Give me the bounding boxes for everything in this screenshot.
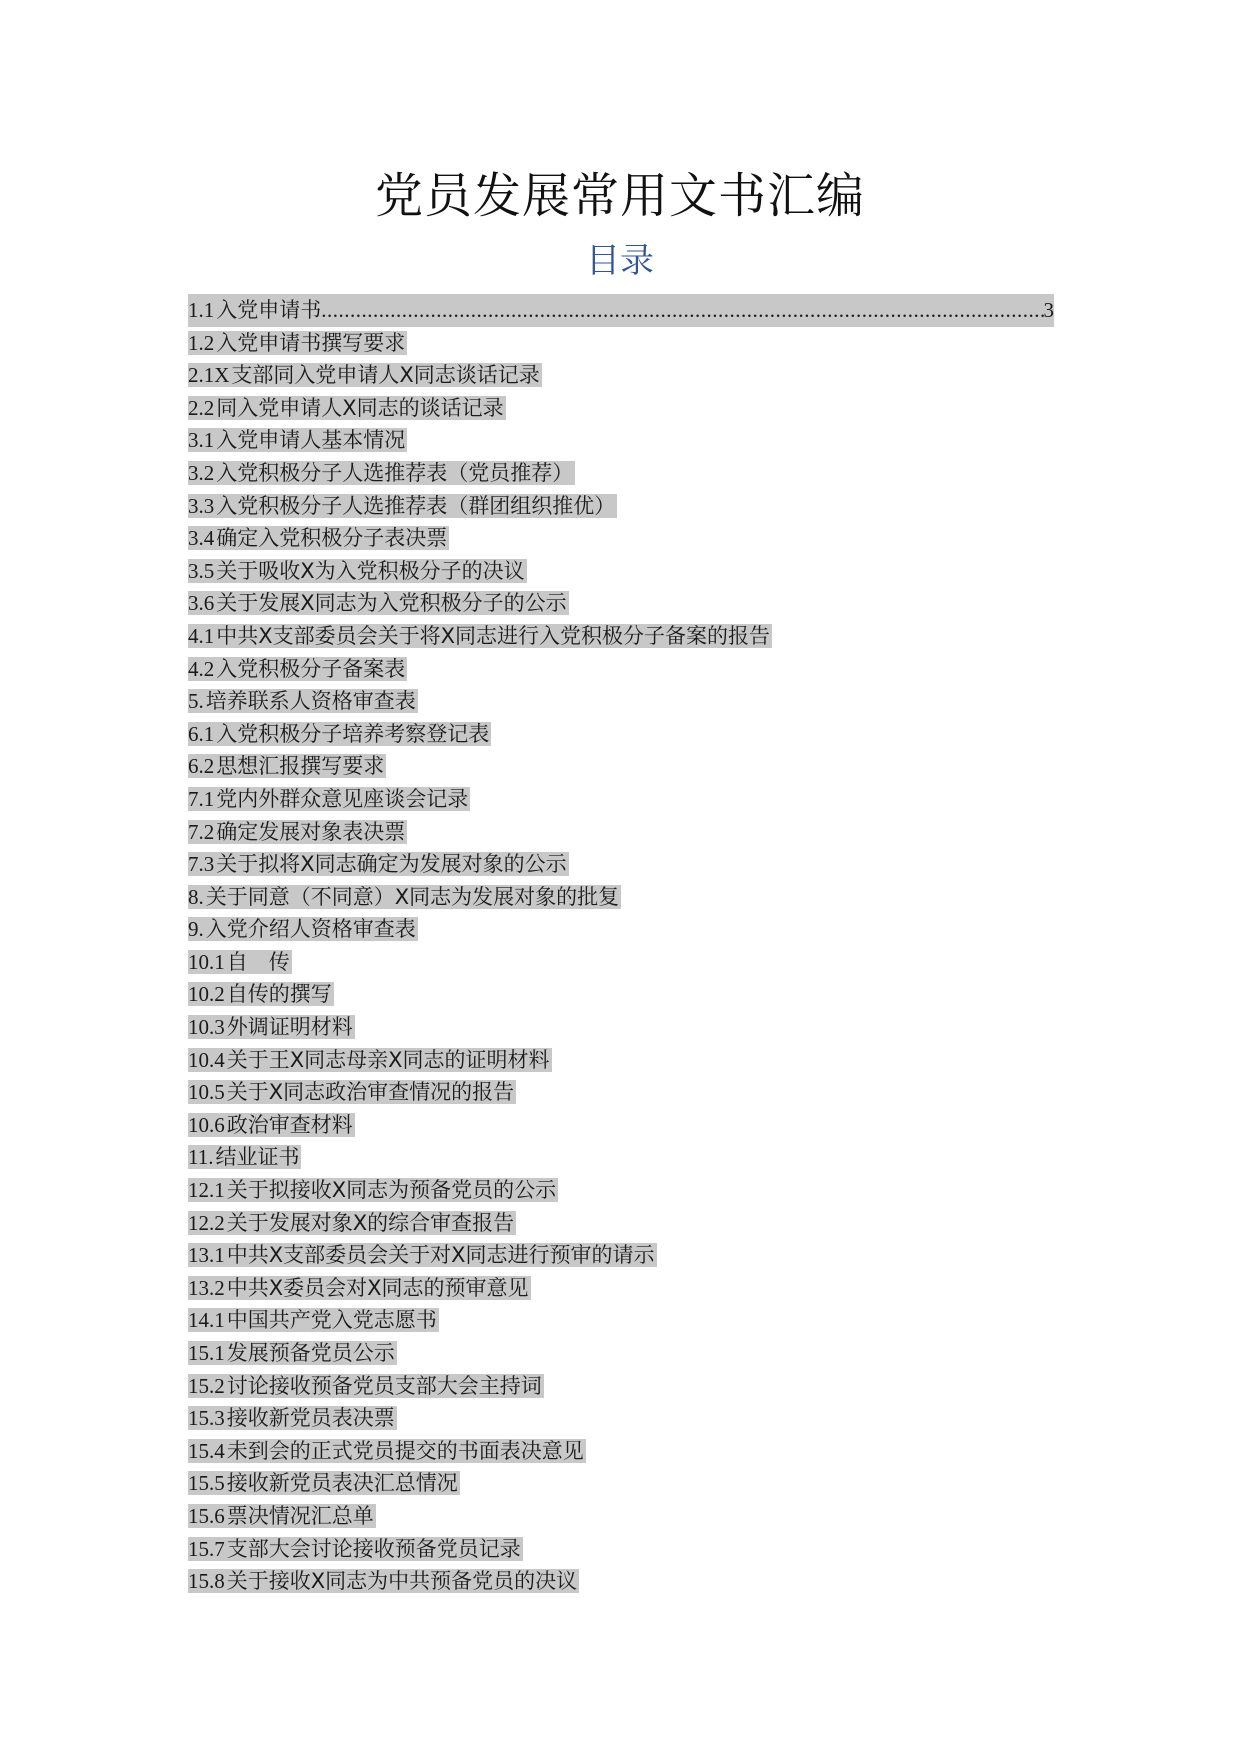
toc-entry-title: 关于同意（不同意）X同志为发展对象的批复 <box>205 884 620 909</box>
toc-entry-title: 党内外群众意见座谈会记录 <box>216 786 469 811</box>
toc-entry-highlight <box>188 689 418 713</box>
toc-entry-number: 10.6 <box>188 1112 225 1137</box>
toc-entry[interactable] <box>188 490 1054 523</box>
toc-entry-title: 关于X同志政治审查情况的报告 <box>226 1080 515 1105</box>
toc-entry-highlight <box>188 1308 439 1332</box>
toc-entry-highlight <box>188 1504 376 1528</box>
toc-entry[interactable] <box>188 1109 1054 1142</box>
toc-entry-title: 票决情况汇总单 <box>226 1503 374 1528</box>
toc-entry[interactable] <box>188 294 1054 327</box>
toc-dot-leader <box>321 294 1043 327</box>
toc-entry-highlight <box>188 396 506 420</box>
toc-entry-highlight <box>188 852 569 876</box>
toc-entry-number: 3.5 <box>188 558 215 583</box>
toc-entry-highlight <box>188 657 407 681</box>
toc-entry-highlight <box>188 1048 552 1072</box>
toc-entry-title: 关于拟接收X同志为预备党员的公示 <box>226 1178 557 1203</box>
toc-entry-highlight <box>188 294 1054 327</box>
toc-entry-title: 入党申请书撰写要求 <box>216 330 406 355</box>
toc-entry-title: 中共X支部委员会关于将X同志进行入党积极分子备案的报告 <box>216 623 771 648</box>
toc-entry-title: 支部同入党申请人X同志谈话记录 <box>231 363 540 388</box>
toc-entry-title: 自传的撰写 <box>226 982 332 1007</box>
toc-entry-number: 13.1 <box>188 1243 225 1268</box>
toc-entry-title: 接收新党员表决汇总情况 <box>226 1471 458 1496</box>
toc-entry-title: 关于王X同志母亲X同志的证明材料 <box>226 1047 550 1072</box>
toc-entry-highlight <box>188 820 407 844</box>
toc-entry-highlight <box>188 1439 586 1463</box>
toc-entry[interactable] <box>188 685 1054 718</box>
toc-entry-number: 7.3 <box>188 852 215 877</box>
toc-entry-title: 培养联系人资格审查表 <box>205 689 416 714</box>
toc-entry-number: 7.1 <box>188 786 215 811</box>
toc-entry-title: 同入党申请人X同志的谈话记录 <box>216 395 504 420</box>
toc-entry[interactable] <box>188 1272 1054 1305</box>
toc-entry-highlight <box>188 591 569 615</box>
toc-entry-highlight <box>188 950 292 974</box>
toc-entry[interactable] <box>188 881 1054 914</box>
toc-entry-number: 11. <box>188 1145 214 1170</box>
toc-entry[interactable] <box>188 783 1054 816</box>
toc-entry-highlight <box>188 1406 397 1430</box>
toc-entry-highlight <box>188 1015 355 1039</box>
toc-entry[interactable] <box>188 848 1054 881</box>
toc-heading: 目录 <box>586 241 654 281</box>
toc-entry-number: 10.4 <box>188 1047 225 1072</box>
toc-entry-number: 9. <box>188 917 204 942</box>
toc-entry[interactable] <box>188 1076 1054 1109</box>
toc-entry[interactable] <box>188 1435 1054 1468</box>
toc-entry-title: 入党申请书 <box>216 298 322 322</box>
toc-entry-title: 入党积极分子人选推荐表（党员推荐） <box>216 460 574 485</box>
toc-entry-number: 15.4 <box>188 1438 225 1463</box>
toc-entry-title: 关于发展对象X的综合审查报告 <box>226 1210 515 1235</box>
toc-entry-number: 10.1 <box>188 949 225 974</box>
toc-entry[interactable] <box>188 913 1054 946</box>
toc-entry-highlight <box>188 461 575 485</box>
toc-entry-number: 15.6 <box>188 1503 225 1528</box>
toc-entry-title: 中国共产党入党志愿书 <box>226 1308 437 1333</box>
toc-entry[interactable] <box>188 1141 1054 1174</box>
toc-entry-title: 入党积极分子人选推荐表（群团组织推优） <box>216 493 616 518</box>
toc-entry[interactable] <box>188 1239 1054 1272</box>
toc-entry-title: 思想汇报撰写要求 <box>216 754 385 779</box>
toc-entry[interactable] <box>188 457 1054 490</box>
toc-entry-highlight <box>188 494 617 518</box>
toc-entry-number: 2.1X <box>188 363 230 388</box>
toc-entry-number: 1.1 <box>188 298 215 322</box>
toc-entry[interactable] <box>188 1304 1054 1337</box>
toc-entry-number: 3.3 <box>188 493 215 518</box>
toc-entry-number: 15.8 <box>188 1569 225 1594</box>
toc-entry[interactable] <box>188 718 1054 751</box>
toc-entry-title: 接收新党员表决票 <box>226 1406 395 1431</box>
toc-entry-highlight <box>188 787 470 811</box>
toc-entry-title: 支部大会讨论接收预备党员记录 <box>226 1536 521 1561</box>
document-title: 党员发展常用文书汇编 <box>374 168 865 224</box>
toc-entry-number: 4.1 <box>188 623 215 648</box>
toc-entry-title: 入党申请人基本情况 <box>216 428 406 453</box>
toc-entry-highlight <box>188 1374 544 1398</box>
toc-entry[interactable] <box>188 1467 1054 1500</box>
toc-entry-title: 未到会的正式党员提交的书面表决意见 <box>226 1438 584 1463</box>
toc-entry-number: 5. <box>188 689 204 714</box>
table-of-contents <box>188 294 1054 1598</box>
toc-entry-highlight <box>188 1113 355 1137</box>
toc-entry-title: 关于接收X同志为中共预备党员的决议 <box>226 1569 578 1594</box>
toc-entry-title: 确定入党积极分子表决票 <box>216 526 448 551</box>
toc-entry[interactable] <box>188 424 1054 457</box>
toc-entry-number: 15.7 <box>188 1536 225 1561</box>
toc-entry-title: 关于吸收X为入党积极分子的决议 <box>216 558 525 583</box>
toc-entry-number: 10.3 <box>188 1015 225 1040</box>
toc-entry-highlight <box>188 917 418 941</box>
toc-entry-highlight <box>188 1080 516 1104</box>
toc-entry-highlight <box>188 982 334 1006</box>
toc-entry-number: 13.2 <box>188 1275 225 1300</box>
toc-entry[interactable] <box>188 946 1054 979</box>
toc-entry[interactable] <box>188 327 1054 360</box>
toc-entry-number: 3.2 <box>188 460 215 485</box>
toc-entry-title: 发展预备党员公示 <box>226 1341 395 1365</box>
toc-entry[interactable] <box>188 978 1054 1011</box>
toc-entry-number: 6.2 <box>188 754 215 779</box>
toc-entry[interactable] <box>188 392 1054 425</box>
toc-entry-number: 2.2 <box>188 395 215 420</box>
toc-entry-highlight <box>188 1145 301 1169</box>
toc-entry-title: 入党积极分子备案表 <box>216 656 406 681</box>
toc-entry[interactable] <box>188 1011 1054 1044</box>
toc-entry[interactable] <box>188 653 1054 686</box>
toc-entry-title: 中共X委员会对X同志的预审意见 <box>226 1275 529 1300</box>
toc-entry-title: 自 传 <box>226 949 290 974</box>
toc-entry-highlight <box>188 331 407 355</box>
toc-entry[interactable] <box>188 587 1054 620</box>
toc-entry-number: 7.2 <box>188 819 215 844</box>
toc-entry-number: 3.6 <box>188 591 215 616</box>
toc-entry[interactable] <box>188 1337 1054 1370</box>
toc-entry-number: 15.1 <box>188 1341 225 1365</box>
toc-entry-number: 12.2 <box>188 1210 225 1235</box>
toc-entry[interactable] <box>188 359 1054 392</box>
toc-entry-highlight <box>188 1211 516 1235</box>
toc-entry-number: 14.1 <box>188 1308 225 1333</box>
toc-entry-title: 中共X支部委员会关于对X同志进行预审的请示 <box>226 1243 655 1268</box>
toc-entry-highlight <box>188 624 772 648</box>
toc-entry-title: 政治审查材料 <box>226 1112 353 1137</box>
toc-entry[interactable] <box>188 1370 1054 1403</box>
toc-entry-number: 12.1 <box>188 1178 225 1203</box>
toc-entry[interactable] <box>188 816 1054 849</box>
toc-entry-number: 10.5 <box>188 1080 225 1105</box>
toc-entry[interactable] <box>188 555 1054 588</box>
toc-entry-number: 3.1 <box>188 428 215 453</box>
toc-entry-highlight <box>188 363 542 387</box>
toc-entry-number: 3.4 <box>188 526 215 551</box>
toc-entry-title: 关于拟将X同志确定为发展对象的公示 <box>216 852 567 877</box>
toc-entry-number: 1.2 <box>188 330 215 355</box>
toc-entry[interactable] <box>188 1207 1054 1240</box>
toc-entry-highlight <box>188 754 386 778</box>
toc-entry[interactable] <box>188 1533 1054 1566</box>
toc-entry[interactable] <box>188 1174 1054 1207</box>
toc-entry[interactable] <box>188 1044 1054 1077</box>
toc-entry-number: 6.1 <box>188 721 215 746</box>
toc-entry[interactable] <box>188 522 1054 555</box>
toc-entry-highlight <box>188 722 491 746</box>
toc-entry[interactable] <box>188 1565 1054 1598</box>
toc-entry-highlight <box>188 559 527 583</box>
toc-entry-number: 15.5 <box>188 1471 225 1496</box>
toc-entry-title: 入党介绍人资格审查表 <box>205 917 416 942</box>
toc-entry-highlight <box>188 1471 460 1495</box>
toc-entry-title: 外调证明材料 <box>226 1015 353 1040</box>
toc-entry-title: 结业证书 <box>215 1145 300 1170</box>
toc-entry-highlight <box>188 1569 579 1593</box>
toc-page-number: 3 <box>1043 298 1054 322</box>
toc-entry-highlight <box>188 526 449 550</box>
toc-entry-highlight <box>188 1243 657 1267</box>
toc-entry-highlight <box>188 428 407 452</box>
toc-entry-highlight <box>188 1178 558 1202</box>
toc-entry-highlight <box>188 1341 397 1365</box>
toc-entry-title: 关于发展X同志为入党积极分子的公示 <box>216 591 567 616</box>
toc-entry-title: 讨论接收预备党员支部大会主持词 <box>226 1373 542 1398</box>
toc-entry[interactable] <box>188 750 1054 783</box>
toc-entry-number: 15.3 <box>188 1406 225 1431</box>
toc-entry-title: 确定发展对象表决票 <box>216 819 406 844</box>
toc-entry[interactable] <box>188 1402 1054 1435</box>
toc-entry-highlight <box>188 1537 523 1561</box>
toc-entry-number: 8. <box>188 884 204 909</box>
toc-entry-title: 入党积极分子培养考察登记表 <box>216 721 490 746</box>
toc-entry-highlight <box>188 885 621 909</box>
toc-entry-highlight <box>188 1276 531 1300</box>
toc-entry[interactable] <box>188 1500 1054 1533</box>
toc-entry[interactable] <box>188 620 1054 653</box>
toc-entry-number: 10.2 <box>188 982 225 1007</box>
toc-entry-number: 15.2 <box>188 1373 225 1398</box>
toc-entry-number: 4.2 <box>188 656 215 681</box>
